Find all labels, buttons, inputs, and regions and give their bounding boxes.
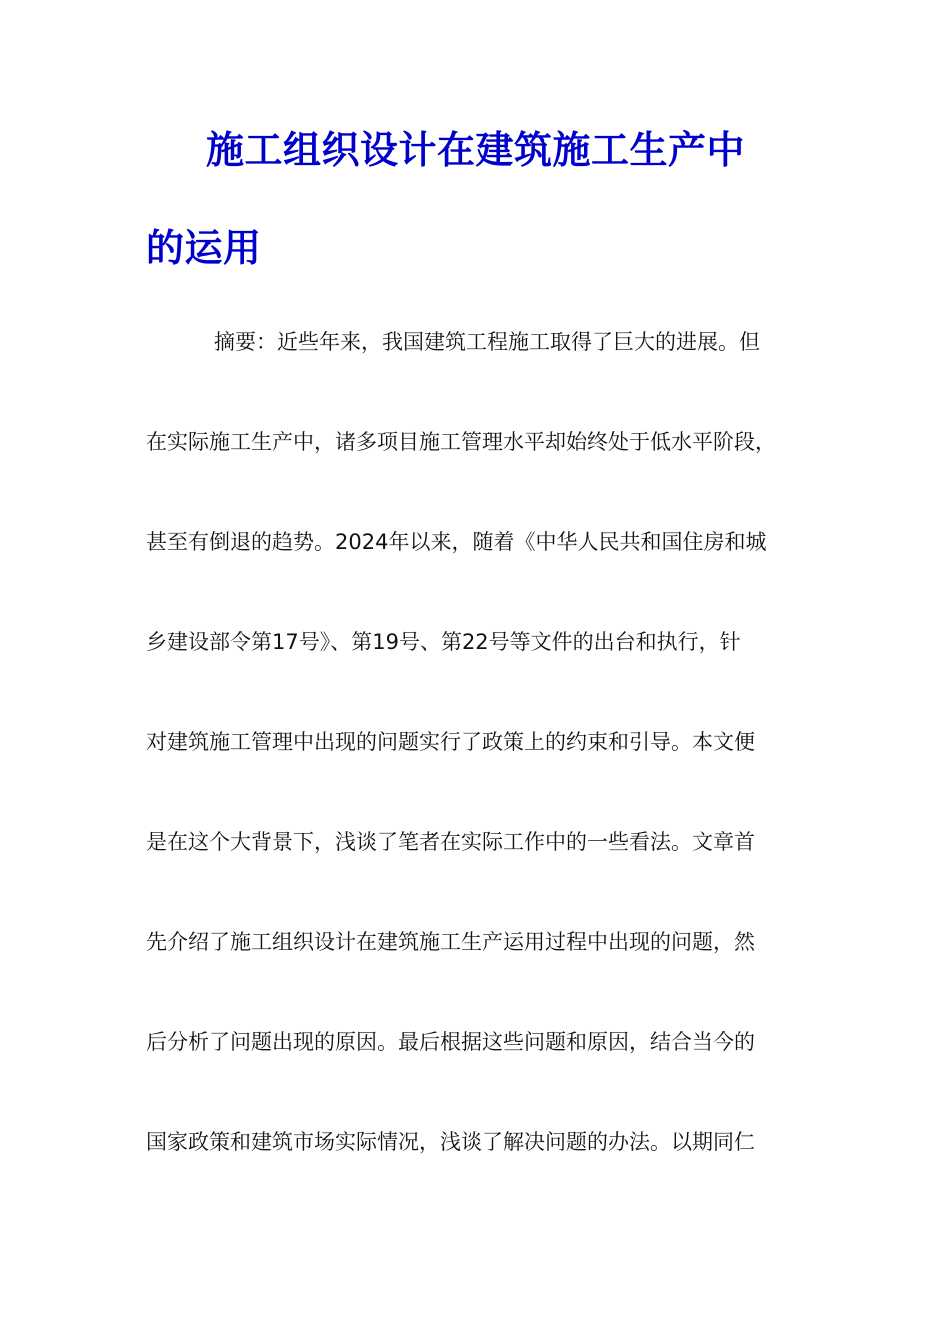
abstract-line-2: 在实际施工生产中，诸多项目施工管理水平却始终处于低水平阶段， — [146, 430, 776, 454]
abstract-line-8: 后分析了问题出现的原因。最后根据这些问题和原因，结合当今的 — [146, 1030, 755, 1054]
abstract-line-3: 甚至有倒退的趋势。2024年以来，随着《中华人民共和国住房和城 — [146, 530, 767, 554]
document-title-line-1: 施工组织设计在建筑施工生产中 — [206, 128, 746, 172]
abstract-line-4: 乡建设部令第17号》、第19号、第22号等文件的出台和执行，针 — [146, 630, 741, 654]
abstract-line-7: 先介绍了施工组织设计在建筑施工生产运用过程中出现的问题，然 — [146, 930, 755, 954]
document-title-line-2: 的运用 — [146, 226, 262, 270]
abstract-line-5: 对建筑施工管理中出现的问题实行了政策上的约束和引导。本文便 — [146, 730, 755, 754]
abstract-line-1: 摘要：近些年来，我国建筑工程施工取得了巨大的进展。但 — [214, 330, 760, 354]
abstract-line-9: 国家政策和建筑市场实际情况，浅谈了解决问题的办法。以期同仁 — [146, 1130, 755, 1154]
abstract-line-6: 是在这个大背景下，浅谈了笔者在实际工作中的一些看法。文章首 — [146, 830, 755, 854]
